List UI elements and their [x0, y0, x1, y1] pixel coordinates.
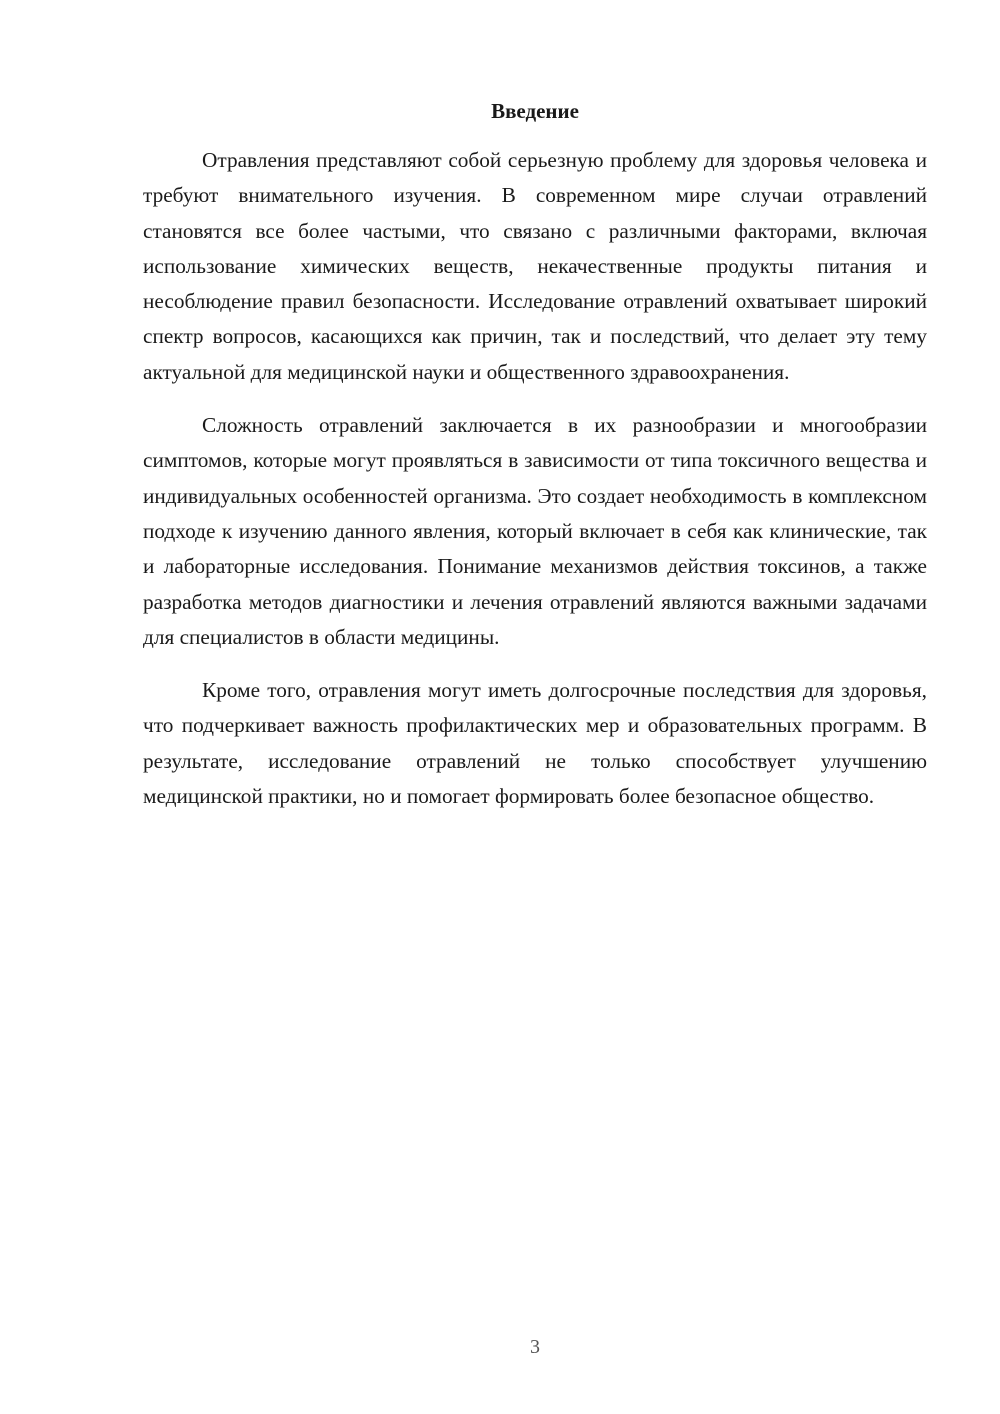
- page-number: 3: [530, 1336, 540, 1358]
- body-text: [143, 143, 927, 832]
- paragraph: Отравления представляют собой серьезную проблему для здоровья человека и требуют внимательного изучения. В современном мире случаи отравлений становятся все более частыми, что связано с различными факторами, включая использование химических веществ, некачественные продукты питания и несоблюдение правил безопасности. Исследование отравлений охватывает широкий спектр вопросов, касающихся как причин, так и последствий, что делает эту тему актуальной для медицинской науки и общественного здравоохранения.: [143, 148, 927, 384]
- paragraph: Сложность отравлений заключается в их разнообразии и многообразии симптомов, которые могут проявляться в зависимости от типа токсичного вещества и индивидуальных особенностей организма. Это создает необходимость в комплексном подходе к изучению данного явления, который включает в себя как клинические, так и лабораторные исследования. Понимание механизмов действия токсинов, а также разработка методов диагностики и лечения отравлений являются важными задачами для специалистов в области медицины.: [143, 413, 927, 649]
- paragraph: Кроме того, отравления могут иметь долгосрочные последствия для здоровья, что подчеркивает важность профилактических мер и образовательных программ. В результате, исследование отравлений не только способствует улучшению медицинской практики, но и помогает формировать более безопасное общество.: [143, 678, 927, 809]
- section-heading: Введение: [491, 99, 579, 123]
